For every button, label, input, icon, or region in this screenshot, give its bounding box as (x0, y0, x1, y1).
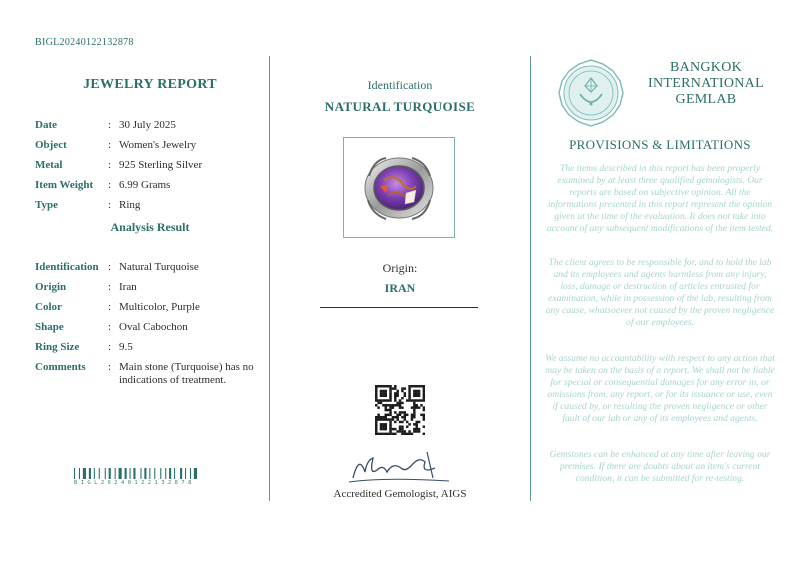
analysis-colon: : (108, 261, 112, 273)
analysis-label: Origin (35, 281, 67, 293)
analysis-colon: : (108, 361, 112, 373)
detail-colon: : (108, 159, 112, 171)
analysis-colon: : (108, 281, 112, 293)
provisions-title: PROVISIONS & LIMITATIONS (569, 137, 751, 152)
detail-label: Metal (35, 159, 63, 171)
detail-colon: : (108, 179, 112, 191)
lab-name (642, 60, 770, 108)
detail-colon: : (108, 119, 112, 131)
provision-paragraph-3: We assume no accountability with respect to any action that may be taken on the basis of a report. We shall not be liable for special or consequential damages for any error in, or omissions from, any report, or for its issuance or use, even if caused by, or resulting the proven negligence or other fault of our lab or any of its employees and agents. (545, 353, 775, 424)
analysis-label: Identification (35, 261, 99, 273)
analysis-value: Oval Cabochon (119, 321, 188, 333)
origin-divider (320, 307, 478, 308)
barcode-text: BIGL20240122132878 (74, 480, 195, 486)
gemologist-title: Accredited Gemologist, AIGS (333, 488, 467, 500)
divider-right (530, 56, 531, 501)
analysis-value: Natural Turquoise (119, 261, 199, 273)
analysis-value: Iran (119, 281, 137, 293)
report-title: JEWELRY REPORT (83, 77, 217, 92)
detail-value: 925 Sterling Silver (119, 159, 203, 171)
detail-value: 30 July 2025 (119, 119, 176, 131)
signature (345, 448, 455, 486)
analysis-colon: : (108, 341, 112, 353)
origin-label: Origin: (382, 261, 418, 275)
detail-label: Type (35, 199, 59, 211)
ring-photo (344, 138, 454, 237)
barcode-icon (74, 468, 230, 479)
qr-code-icon (375, 385, 425, 435)
seal-logo-icon (556, 58, 626, 128)
analysis-value: 9.5 (119, 341, 133, 353)
detail-label: Item Weight (35, 179, 94, 191)
analysis-label: Color (35, 301, 62, 313)
provision-paragraph-2: The client agrees to be responsible for, and to hold the lab and its employees and agents harmless from any injury, loss, damage or destruction of articles entrusted for examination, while in possession of the lab, resulting from any cause, whatsoever not caused by the proven negligence of our employees. (545, 257, 775, 328)
detail-label: Object (35, 139, 67, 151)
identification-value: NATURAL TURQUOISE (324, 99, 476, 114)
identification-label: Identification (367, 78, 433, 92)
provision-paragraph-4: Gemstones can be enhanced at any time after leaving our premises. If there are doubts about an item's current condition, it can be submitted for re-testing. (549, 449, 771, 484)
report-id: BIGL20240122132878 (35, 37, 134, 48)
analysis-value: Multicolor, Purple (119, 301, 200, 313)
detail-colon: : (108, 139, 112, 151)
detail-colon: : (108, 199, 112, 211)
analysis-colon: : (108, 301, 112, 313)
lab-name-line-2: INTERNATIONAL (648, 76, 764, 91)
provision-paragraph-1: The items described in this report has been properly examined by at least three qualified gemologists. Our reports are based on subjective opinion. All the informations presented in this report represent the opinion given at the time of the evaluation. It does not take into account of any subsequent modifications of the item tested. (546, 163, 774, 234)
detail-value: 6.99 Grams (119, 179, 171, 191)
lab-name-line-3: GEMLAB (675, 92, 737, 107)
lab-name-line-1: BANGKOK (669, 60, 743, 75)
analysis-label: Comments (35, 361, 86, 373)
detail-label: Date (35, 119, 57, 131)
detail-value: Ring (119, 199, 141, 211)
analysis-label: Ring Size (35, 341, 80, 353)
ring-photo-frame (343, 137, 455, 238)
analysis-label: Shape (35, 321, 64, 333)
analysis-colon: : (108, 321, 112, 333)
origin-value: IRAN (384, 281, 416, 295)
detail-value: Women's Jewelry (119, 139, 197, 151)
analysis-title: Analysis Result (110, 220, 190, 234)
analysis-value: Main stone (Turquoise) has no indications of treatment. (119, 361, 254, 386)
